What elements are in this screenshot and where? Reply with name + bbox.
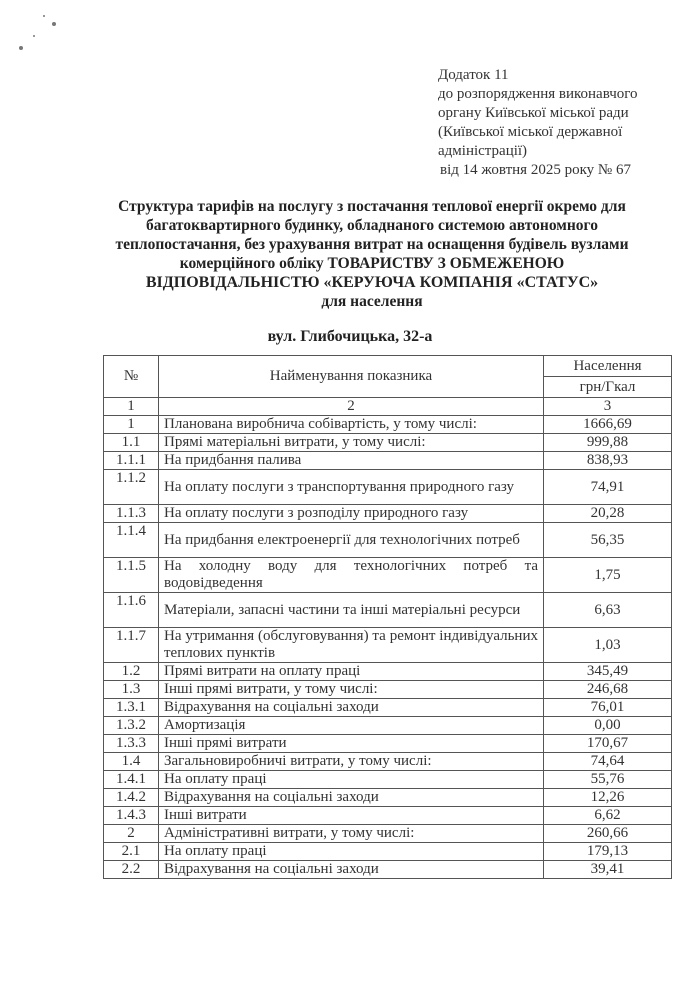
scan-specks [0, 0, 60, 60]
row-name: Відрахування на соціальні заходи [159, 699, 544, 717]
row-name: Прямі матеріальні витрати, у тому числі: [159, 434, 544, 452]
row-name: Відрахування на соціальні заходи [159, 861, 544, 879]
row-name: Адміністративні витрати, у тому числі: [159, 825, 544, 843]
table-row [104, 470, 672, 505]
row-num: 1.1.6 [104, 593, 159, 628]
scan-speck [33, 35, 35, 37]
row-num: 1.4.1 [104, 771, 159, 789]
row-name: На оплату праці [159, 843, 544, 861]
row-num: 1.1.5 [104, 558, 159, 593]
row-value: 76,01 [544, 699, 672, 717]
appendix-line: органу Київської міської ради [438, 105, 629, 121]
column-number: 2 [159, 398, 544, 416]
table-row [104, 771, 672, 789]
row-value: 12,26 [544, 789, 672, 807]
row-name: На придбання палива [159, 452, 544, 470]
row-name: Загальновиробничі витрати, у тому числі: [159, 753, 544, 771]
row-num: 1.1.1 [104, 452, 159, 470]
appendix-number: Додаток 11 [438, 67, 509, 83]
row-name: На придбання електроенергії для технологічних потреб [159, 523, 544, 558]
row-name: Планована виробнича собівартість, у тому числі: [159, 416, 544, 434]
table-row [104, 416, 672, 434]
row-num: 1 [104, 416, 159, 434]
row-num: 1.3.2 [104, 717, 159, 735]
tariff-structure-table [103, 355, 672, 879]
table-row [104, 663, 672, 681]
row-num: 2.2 [104, 861, 159, 879]
row-num: 1.2 [104, 663, 159, 681]
table-row [104, 843, 672, 861]
table-row [104, 681, 672, 699]
scan-speck [52, 22, 56, 26]
row-num: 1.1.3 [104, 505, 159, 523]
row-value: 179,13 [544, 843, 672, 861]
row-value: 1,03 [544, 628, 672, 663]
row-value: 56,35 [544, 523, 672, 558]
row-name: На оплату послуги з транспортування природного газу [159, 470, 544, 505]
table-row [104, 753, 672, 771]
row-num: 1.3.3 [104, 735, 159, 753]
title-line: Структура тарифів на послугу з постачання теплової енергії окремо для [118, 198, 626, 215]
row-value: 170,67 [544, 735, 672, 753]
row-name: Інші прямі витрати [159, 735, 544, 753]
row-value: 345,49 [544, 663, 672, 681]
title-line: для населення [321, 293, 423, 310]
appendix-header [438, 66, 698, 180]
appendix-date: від 14 жовтня 2025 року № 67 [440, 162, 631, 178]
table-row [104, 825, 672, 843]
column-number: 1 [104, 398, 159, 416]
table-row [104, 735, 672, 753]
row-name: На утримання (обслуговування) та ремонт індивідуальних теплових пунктів [159, 628, 544, 663]
row-num: 1.3.1 [104, 699, 159, 717]
title-line: комерційного обліку ТОВАРИСТВУ З ОБМЕЖЕНОЮ [179, 255, 565, 272]
row-value: 1666,69 [544, 416, 672, 434]
table-row [104, 717, 672, 735]
table-row [104, 434, 672, 452]
row-num: 1.4 [104, 753, 159, 771]
row-num: 1.3 [104, 681, 159, 699]
title-line: ВІДПОВІДАЛЬНІСТЮ «КЕРУЮЧА КОМПАНІЯ «СТАТУС» [145, 274, 599, 291]
row-value: 20,28 [544, 505, 672, 523]
row-name: Прямі витрати на оплату праці [159, 663, 544, 681]
row-name: На оплату послуги з розподілу природного газу [159, 505, 544, 523]
table-row [104, 523, 672, 558]
column-number: 3 [544, 398, 672, 416]
table-row [104, 452, 672, 470]
appendix-line: адміністрації) [438, 143, 528, 159]
header-name: Найменування показника [159, 356, 544, 398]
address: вул. Глибочицька, 32-а [267, 328, 433, 345]
row-name: На холодну воду для технологічних потреб та водовідведення [159, 558, 544, 593]
scan-speck [19, 46, 23, 50]
table-row [104, 628, 672, 663]
title-line: теплопостачання, без урахування витрат на оснащення будівель вузлами [115, 236, 629, 253]
table-row [104, 558, 672, 593]
scan-speck [43, 15, 45, 17]
header-num: № [104, 356, 159, 398]
row-num: 2 [104, 825, 159, 843]
row-value: 838,93 [544, 452, 672, 470]
row-num: 1.4.3 [104, 807, 159, 825]
table-row [104, 861, 672, 879]
row-name: Інші прямі витрати, у тому числі: [159, 681, 544, 699]
row-name: Амортизація [159, 717, 544, 735]
row-value: 55,76 [544, 771, 672, 789]
document-title [72, 197, 672, 311]
table-row [104, 593, 672, 628]
row-num: 1.1.7 [104, 628, 159, 663]
row-name: На оплату праці [159, 771, 544, 789]
row-value: 0,00 [544, 717, 672, 735]
appendix-line: до розпорядження виконавчого [438, 86, 638, 102]
row-value: 39,41 [544, 861, 672, 879]
row-value: 74,91 [544, 470, 672, 505]
row-name: Відрахування на соціальні заходи [159, 789, 544, 807]
table-row [104, 807, 672, 825]
row-value: 6,62 [544, 807, 672, 825]
row-value: 6,63 [544, 593, 672, 628]
row-name: Інші витрати [159, 807, 544, 825]
row-value: 999,88 [544, 434, 672, 452]
appendix-line: (Київської міської державної [438, 124, 623, 140]
row-num: 1.1 [104, 434, 159, 452]
table-row [104, 699, 672, 717]
title-line: багатоквартирного будинку, обладнаного системою автономного [146, 217, 598, 234]
header-group: Населення [544, 356, 672, 377]
row-value: 260,66 [544, 825, 672, 843]
row-num: 1.4.2 [104, 789, 159, 807]
row-value: 246,68 [544, 681, 672, 699]
row-num: 2.1 [104, 843, 159, 861]
table-row [104, 505, 672, 523]
row-value: 74,64 [544, 753, 672, 771]
header-unit: грн/Гкал [544, 377, 672, 398]
row-num: 1.1.4 [104, 523, 159, 558]
row-name: Матеріали, запасні частини та інші матеріальні ресурси [159, 593, 544, 628]
table-row [104, 789, 672, 807]
row-num: 1.1.2 [104, 470, 159, 505]
row-value: 1,75 [544, 558, 672, 593]
